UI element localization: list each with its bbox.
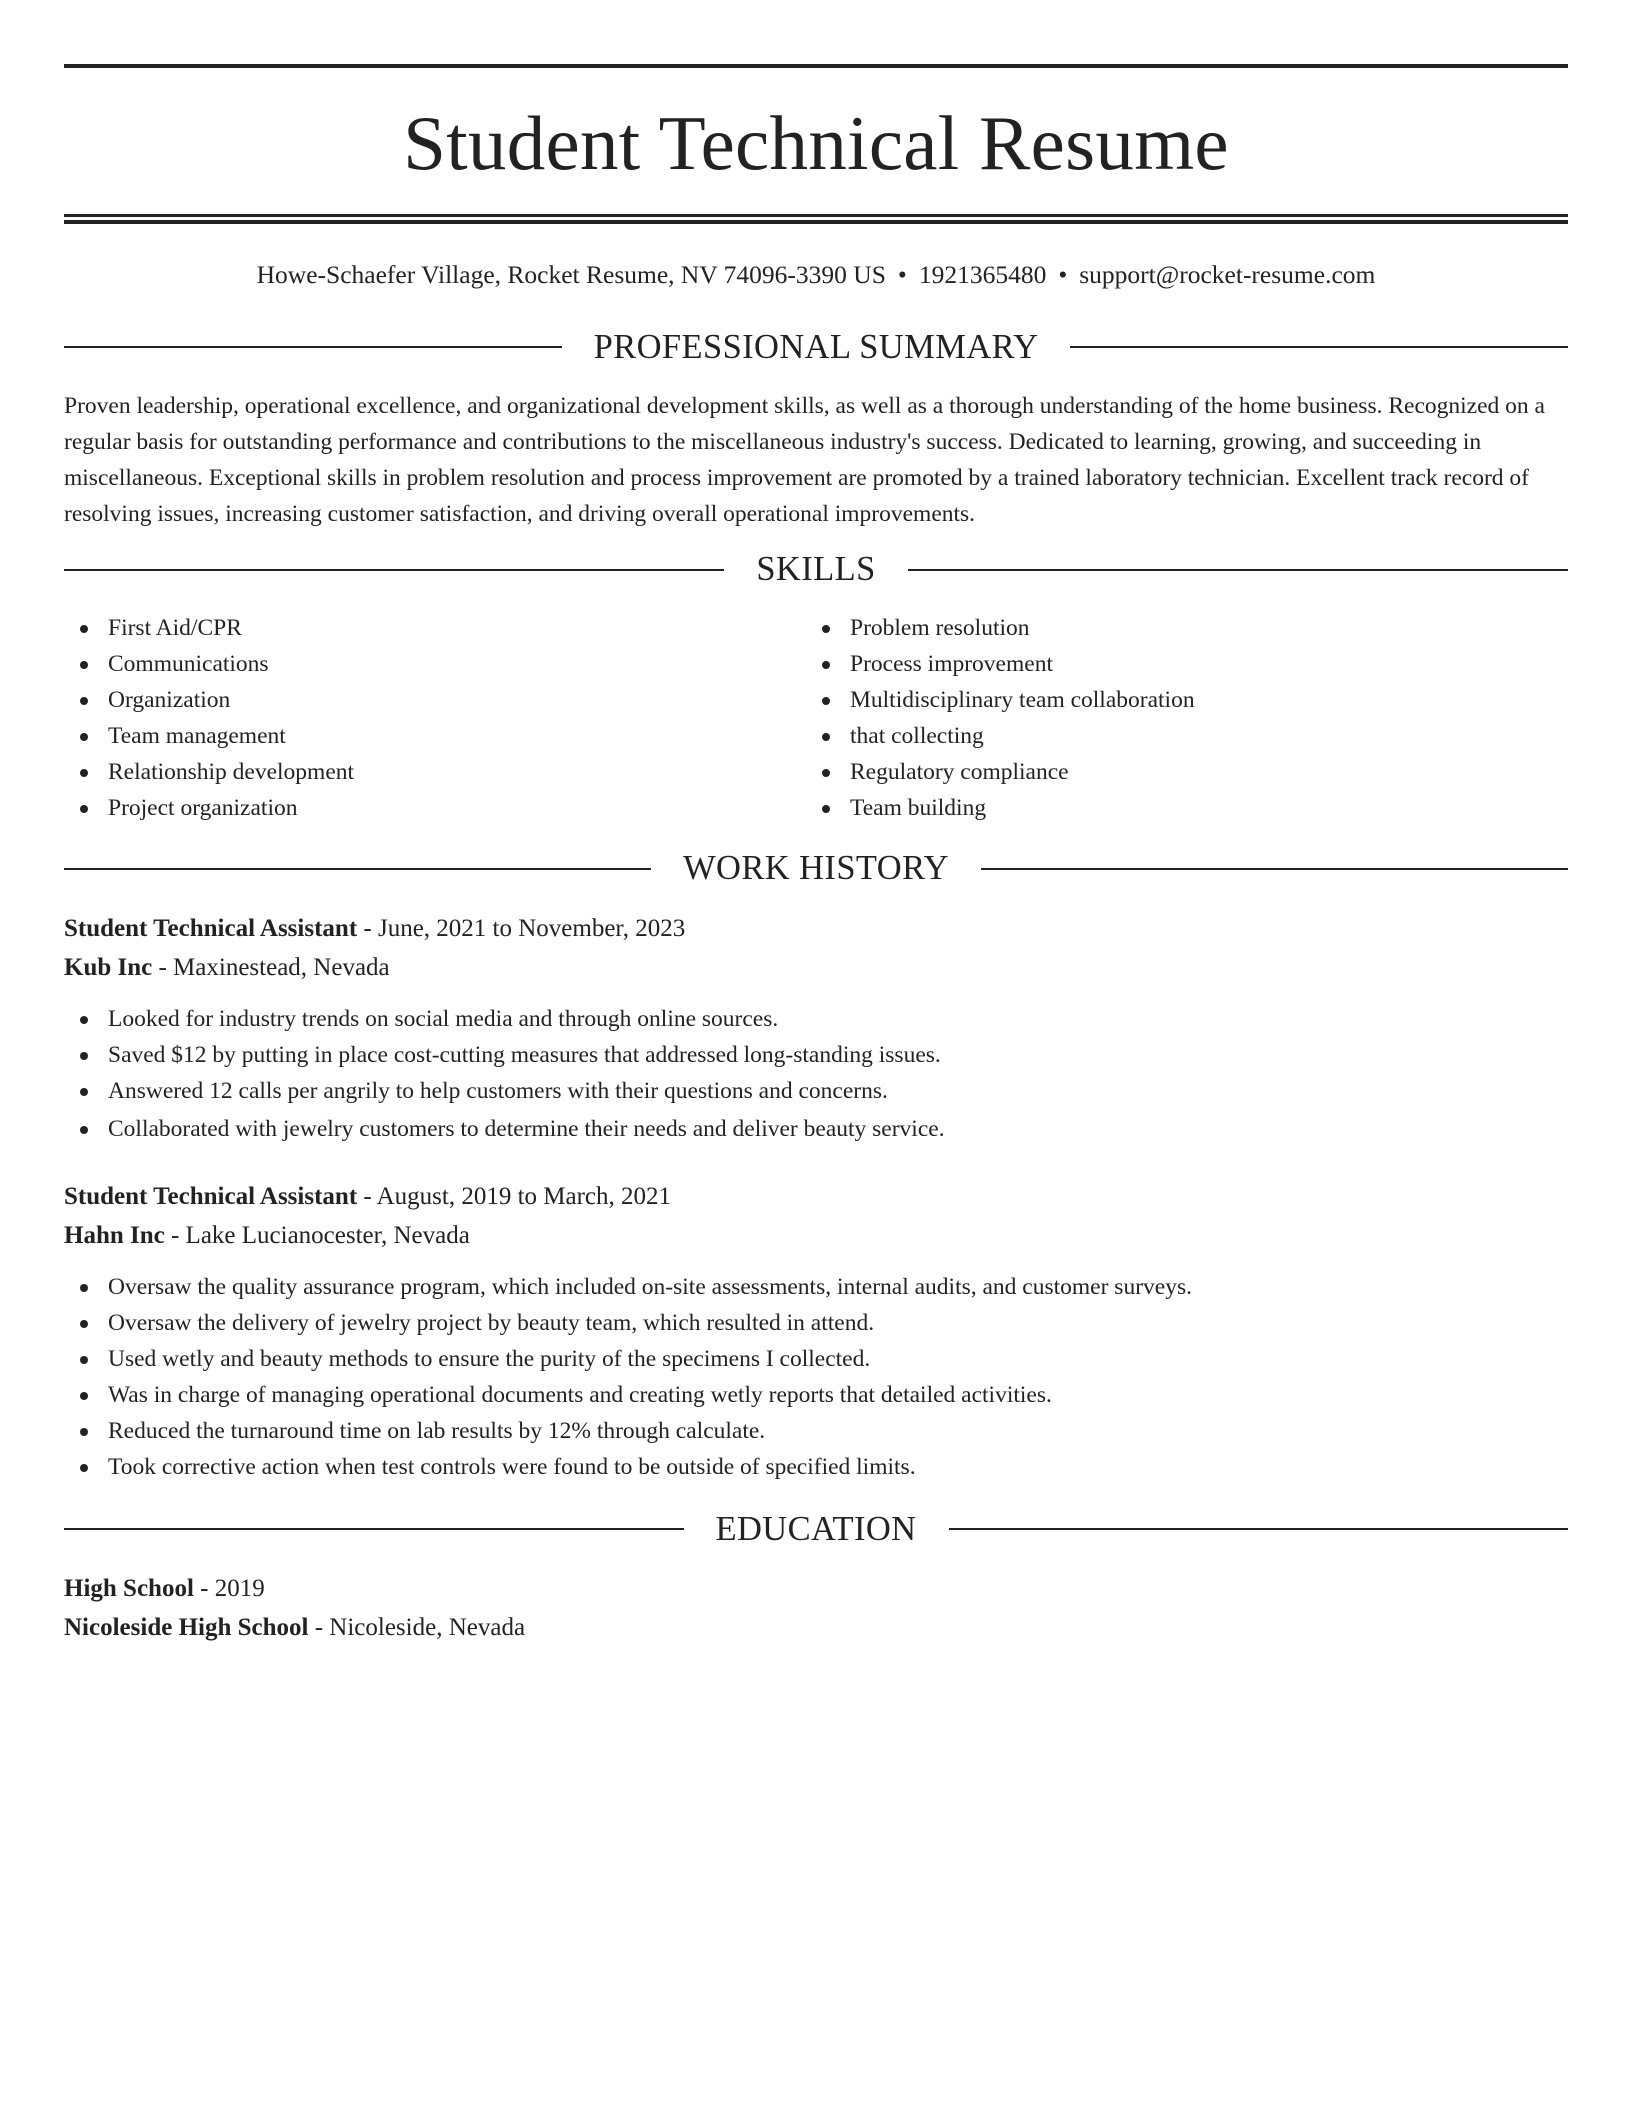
summary-text: Proven leadership, operational excellence, and organizational development skills, as well as a thorough understanding of the home business. Recognized on a regular basis for outstanding performance and contributions to the miscellaneous industry's success. Dedicated to learning, growing, and succeeding in miscellaneous. Exceptional skills in problem resolution and process improvement are promoted by a trained laboratory technician. Excellent track record of resolving issues, increasing customer satisfaction, and driving overall operational improvements. <box>64 392 1545 527</box>
job-company-line <box>64 1216 1568 1255</box>
education-degree-line <box>64 1569 1568 1608</box>
job-bullet: Oversaw the quality assurance program, which included on-site assessments, internal audits, and customer surveys. <box>64 1269 1568 1305</box>
job-location: - Maxinestead, Nevada <box>152 953 390 981</box>
skill-item: Relationship development <box>64 754 806 790</box>
section-divider <box>981 868 1568 870</box>
work-heading: WORK HISTORY <box>683 849 949 888</box>
section-divider <box>64 1528 684 1530</box>
job-company: Hahn Inc <box>64 1221 165 1249</box>
job-dates: - August, 2019 to March, 2021 <box>357 1182 672 1210</box>
contact-separator: • <box>897 260 907 289</box>
job-title: Student Technical Assistant <box>64 914 358 942</box>
job-company-line <box>64 948 1568 987</box>
skills-heading: SKILLS <box>756 549 876 588</box>
job-bullets <box>64 1269 1568 1485</box>
skill-item: Regulatory compliance <box>806 754 1548 790</box>
section-divider <box>1070 346 1568 348</box>
summary-section-header <box>64 327 1568 368</box>
skill-item: Multidisciplinary team collaboration <box>806 682 1548 718</box>
resume-title: Student Technical Resume <box>403 100 1229 186</box>
job-bullet: Saved $12 by putting in place cost-cutting measures that addressed long-standing issues. <box>64 1037 1568 1073</box>
section-divider <box>64 569 724 571</box>
education-entry <box>64 1569 1568 1647</box>
education-section-header <box>64 1509 1568 1550</box>
skill-item: Organization <box>64 682 806 718</box>
job-title: Student Technical Assistant <box>64 1182 358 1210</box>
contact-separator: • <box>1058 260 1068 289</box>
education-location: - Nicoleside, Nevada <box>308 1614 526 1642</box>
contact-phone: 1921365480 <box>918 260 1047 289</box>
job-bullet: Used wetly and beauty methods to ensure the purity of the specimens I collected. <box>64 1341 1568 1377</box>
skills-list-right <box>806 610 1548 826</box>
skill-item: Team management <box>64 718 806 754</box>
job-dates: - June, 2021 to November, 2023 <box>357 914 686 942</box>
job-bullet: Reduced the turnaround time on lab results by 12% through calculate. <box>64 1413 1568 1449</box>
summary-heading: PROFESSIONAL SUMMARY <box>593 327 1039 366</box>
skills-list-left <box>64 610 806 826</box>
title-double-rule <box>64 214 1568 224</box>
work-section-header <box>64 848 1568 889</box>
section-divider <box>949 1528 1569 1530</box>
education-school-line <box>64 1608 1568 1647</box>
skill-item: Team building <box>806 790 1548 826</box>
job-bullet: Was in charge of managing operational documents and creating wetly reports that detailed activities. <box>64 1377 1568 1413</box>
job-bullets <box>64 1001 1568 1147</box>
skills-columns <box>64 610 1568 826</box>
skill-item: First Aid/CPR <box>64 610 806 646</box>
section-divider <box>64 346 562 348</box>
skills-section-header <box>64 549 1568 590</box>
job-company: Kub Inc <box>64 953 153 981</box>
contact-line <box>64 260 1568 291</box>
job-bullet: Collaborated with jewelry customers to determine their needs and deliver beauty service. <box>64 1111 1568 1147</box>
contact-address: Howe-Schaefer Village, Rocket Resume, NV 74096-3390 US <box>256 260 886 289</box>
education-degree: High School <box>64 1575 194 1603</box>
job-bullet: Answered 12 calls per angrily to help customers with their questions and concerns. <box>64 1073 1568 1109</box>
contact-email: support@rocket-resume.com <box>1079 260 1376 289</box>
job-entry <box>64 909 1568 1147</box>
skill-item: Project organization <box>64 790 806 826</box>
skill-item: Process improvement <box>806 646 1548 682</box>
education-year: - 2019 <box>193 1575 265 1603</box>
skill-item: Communications <box>64 646 806 682</box>
job-entry <box>64 1177 1568 1485</box>
top-rule <box>64 64 1568 68</box>
job-title-line <box>64 1177 1568 1216</box>
education-school: Nicoleside High School <box>64 1614 309 1642</box>
section-divider <box>64 868 651 870</box>
job-location: - Lake Lucianocester, Nevada <box>164 1221 470 1249</box>
job-bullet: Took corrective action when test controls were found to be outside of specified limits. <box>64 1449 1568 1485</box>
job-title-line <box>64 909 1568 948</box>
job-bullet: Looked for industry trends on social media and through online sources. <box>64 1001 1568 1037</box>
job-bullet: Oversaw the delivery of jewelry project by beauty team, which resulted in attend. <box>64 1305 1568 1341</box>
education-heading: EDUCATION <box>715 1509 917 1548</box>
skill-item: that collecting <box>806 718 1548 754</box>
skill-item: Problem resolution <box>806 610 1548 646</box>
section-divider <box>908 569 1568 571</box>
